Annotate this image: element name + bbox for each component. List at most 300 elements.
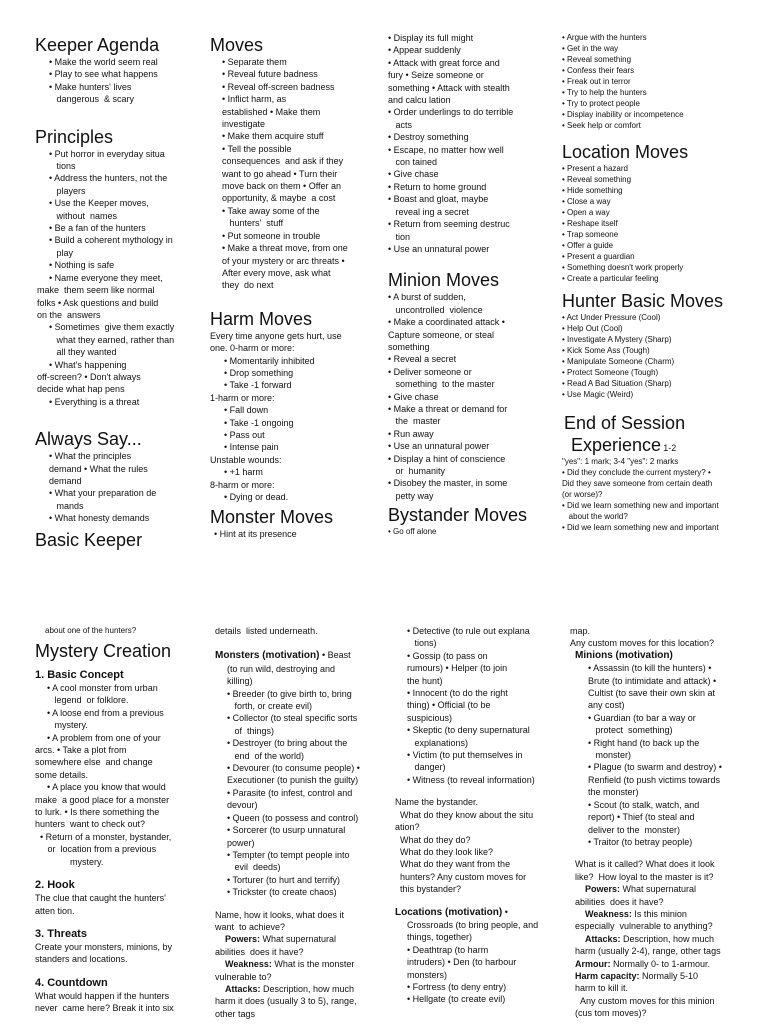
basic-keeper-heading: Basic Keeper [35, 529, 143, 550]
list-item: • Display inability or incompetence [562, 110, 684, 119]
list-item: • Kick Some Ass (Tough) [562, 346, 650, 355]
list-item: • Scout (to stalk, watch, and [588, 799, 700, 810]
list-item: • Display a hint of conscience [388, 453, 506, 464]
list-item: about the world? [562, 512, 628, 521]
list-item: opportunity, & maybe a cost [222, 193, 336, 204]
list-item: • Use an unnatural power [388, 243, 490, 254]
attacks-cont: harm it does (usually 3 to 5), range, [215, 996, 357, 1007]
list-item: • Name everyone they meet, [49, 272, 163, 283]
list-item: arcs. • Take a plot from [35, 745, 127, 756]
list-item: deliver to the monster) [588, 824, 681, 835]
list-item: • Create a particular feeling [562, 274, 659, 283]
weakness-row [575, 908, 762, 920]
list-item: • Guardian (to bar a way or [588, 712, 696, 723]
list-item: something [388, 341, 430, 352]
weakness-label: Weakness: [585, 908, 632, 919]
weakness-text: What is the monster [271, 959, 355, 970]
list-item: • Go off alone [388, 527, 437, 537]
list-item: • Pass out [224, 429, 265, 440]
list-item: to lurk. • Is there something the [35, 807, 160, 818]
list-item: • Order underlings to do terrible [388, 107, 514, 118]
list-item: • Read A Bad Situation (Sharp) [562, 379, 672, 388]
list-item: • A burst of sudden, [388, 292, 466, 303]
list-item: • Reveal a secret [388, 354, 457, 365]
list-item: • Hint at its presence [214, 529, 297, 540]
list-item: • Be a fan of the hunters [49, 223, 146, 234]
end-of-session-heading: End of Session [564, 413, 686, 433]
hunter-basic-moves-list [562, 312, 762, 400]
list-item: all they wanted [49, 347, 117, 358]
threats-heading: 3. Threats [35, 927, 87, 940]
list-item: • Destroy something [388, 132, 469, 143]
list-item: hunters' stuff [222, 218, 284, 229]
minion-moves-heading: Minion Moves [388, 270, 500, 291]
hook-heading: 2. Hook [35, 879, 75, 892]
list-item: • Deathtrap (to harm [407, 944, 489, 955]
list-item: • Intense pain [224, 442, 279, 453]
list-item: • Skeptic (to deny supernatural [407, 725, 530, 736]
tail-line: Any custom moves for this minion [575, 995, 715, 1006]
list-item: • Devourer (to consume people) • [227, 763, 360, 774]
list-item: of things) [227, 725, 275, 736]
list-item: • Something doesn't work properly [562, 263, 684, 272]
list-item: off-screen? • Don't always [37, 371, 141, 382]
list-item: • Present a guardian [562, 252, 635, 261]
list-item: established • Make them [222, 106, 321, 117]
harm-capacity-text: Normally 5-10 [639, 970, 699, 981]
experience-suffix: 1-2 [663, 443, 677, 453]
monsters-inline: • Beast [319, 650, 351, 661]
moves-heading: Moves [210, 35, 264, 55]
attacks-label: Attacks: [225, 983, 261, 994]
list-item: • Give chase [388, 391, 439, 402]
list-item: without names [49, 210, 118, 221]
powers-cont: abilities does it have? [215, 946, 304, 957]
minion-moves-list [388, 291, 553, 502]
countdown-heading: 4. Countdown [35, 976, 108, 989]
weakness-cont: especially vulnerable to anything? [575, 921, 713, 932]
weakness-cont: vulnerable to? [215, 971, 272, 982]
list-item: • Fortress (to deny entry) [407, 981, 507, 992]
list-item: something to the master [388, 379, 495, 390]
list-item: • Make a coordinated attack • [388, 317, 505, 328]
top-column-2 [210, 34, 375, 541]
list-item: • Open a way [562, 208, 610, 217]
list-item: • Reveal off-screen badness [222, 81, 335, 92]
list-item: suspicious) [407, 712, 453, 723]
harm-moves-list [210, 330, 375, 504]
list-item: Every time anyone gets hurt, use [210, 330, 342, 341]
list-item: fury • Seize someone or [388, 70, 484, 81]
question-line: hunters? Any custom moves for [395, 871, 527, 882]
list-item: • Innocent (to do the right [407, 688, 508, 699]
list-item: Did they save someone from certain death [562, 479, 713, 488]
basic-concept-heading: 1. Basic Concept [35, 669, 124, 681]
weakness-row [215, 958, 385, 970]
question-line: this bystander? [395, 884, 462, 895]
bystander-moves-list [388, 526, 553, 537]
always-say-list [35, 450, 200, 524]
list-item: hunters want to check out? [35, 819, 146, 830]
list-item: • Gossip (to pass on [407, 650, 488, 661]
list-item: • Separate them [222, 57, 287, 67]
list-item: rumours) • Helper (to join [407, 663, 508, 674]
list-item: • Use an unnatural power [388, 441, 490, 452]
list-item: explanations) [407, 737, 469, 748]
list-item: tions [49, 161, 76, 172]
list-item: • Return of a monster, bystander, [35, 831, 172, 842]
list-item: • Fall down [224, 405, 269, 416]
powers-label: Powers: [225, 934, 261, 945]
list-item: • Help Out (Cool) [562, 324, 623, 333]
always-say-heading: Always Say... [35, 429, 142, 450]
list-item: investigate [222, 119, 266, 130]
list-item: • A problem from one of your [47, 732, 161, 743]
lead-text: details listed underneath. [215, 626, 318, 636]
question-line: like? How loyal to the master is it? [575, 871, 714, 882]
list-item: tion [388, 231, 411, 242]
attacks-cont: harm (usually 2-4), range, other tags [575, 946, 721, 957]
list-item: petty way [388, 490, 434, 501]
monster-questions [215, 909, 385, 1021]
harm-moves-heading: Harm Moves [210, 308, 313, 329]
list-item: • Return from seeming destruc [388, 219, 510, 230]
list-item: protect something) [588, 725, 673, 736]
list-item: • Destroyer (to bring about the [227, 738, 348, 749]
list-item: • Parasite (to infest, control and [227, 787, 353, 798]
powers-text: What supernatural [260, 934, 337, 945]
bottom-column-2 [215, 625, 385, 1024]
list-item: players [49, 185, 86, 196]
list-item: or location from a previous [35, 844, 157, 855]
list-item: some details. [35, 769, 89, 780]
list-item: mystery. [35, 856, 104, 867]
list-item: report) • Thief (to steal and [588, 812, 695, 823]
list-item: tions) [407, 638, 437, 649]
list-item: • Run away [388, 428, 434, 439]
list-item: • Disobey the master, in some [388, 478, 508, 489]
powers-row [215, 933, 385, 945]
harm-capacity-row [575, 970, 762, 982]
monsters-label: Monsters (motivation) [215, 650, 320, 662]
list-item: • Did they conclude the current mystery? • [562, 468, 711, 477]
list-item: Unstable wounds: [210, 454, 282, 465]
hunter-basic-moves-heading: Hunter Basic Moves [562, 291, 724, 311]
list-item: • Did we learn something new and important [562, 501, 719, 510]
harm-capacity-cont: harm to kill it. [575, 983, 629, 994]
list-item: 1-harm or more: [210, 392, 275, 403]
list-item: • Make them acquire stuff [222, 131, 324, 142]
attacks-cont: other tags [215, 1008, 256, 1019]
locations-label: Locations (motivation) [395, 906, 503, 918]
list-item: • Attack with great force and [388, 57, 500, 68]
list-item: standers and locations. [35, 954, 128, 965]
list-item: • A place you know that would [47, 782, 166, 793]
list-item: • Did we learn something new and important [562, 523, 719, 532]
list-item: • Argue with the hunters [562, 33, 647, 42]
locations-inline: • [502, 906, 508, 917]
list-item: • Torturer (to hurt and terrify) [227, 874, 341, 885]
list-item: • Make the world seem real [49, 57, 158, 67]
list-item: uncontrolled violence [388, 304, 483, 315]
list-item: demand [49, 475, 82, 486]
list-item: intruders) • Den (to harbour [407, 957, 517, 968]
list-item: or humanity [388, 466, 446, 476]
top-column-1 [35, 34, 200, 551]
list-item: • Use Magic (Weird) [562, 390, 634, 399]
tail-line: (cus tom moves)? [575, 1008, 647, 1019]
list-item: • Play to see what happens [49, 69, 158, 80]
list-item: what they earned, rather than [49, 334, 175, 345]
list-item: What would happen if the hunters [35, 990, 170, 1001]
list-item: want to go ahead • Turn their [222, 168, 338, 179]
monster-moves-cont-list [388, 32, 553, 255]
list-item: any cost) [588, 700, 625, 711]
attacks-text: Description, how much [620, 933, 715, 944]
list-item: • Take away some of the [222, 205, 320, 216]
list-item: the master [388, 416, 441, 427]
list-item: things, together) [407, 932, 473, 943]
list-item: and calcu lation [388, 95, 451, 106]
attacks-row [575, 933, 762, 945]
powers-row [575, 883, 762, 895]
list-item: • Make a threat or demand for [388, 403, 508, 414]
list-item: • Escape, no matter how well [388, 144, 504, 155]
location-moves-list [562, 163, 762, 284]
question-line: Name the bystander. [395, 797, 479, 808]
experience-heading: Experience [571, 435, 662, 455]
minions-label: Minions (motivation) [575, 649, 673, 661]
list-item: • Hide something [562, 186, 623, 195]
list-item: • Deliver someone or [388, 366, 472, 377]
list-item: • Assassin (to kill the hunters) • [588, 663, 712, 674]
list-item: • Everything is a threat [49, 396, 140, 407]
list-item: • A cool monster from urban [47, 683, 158, 693]
location-types-list [395, 919, 565, 1006]
list-item: • Give chase [388, 169, 439, 180]
question-line: What is it called? What does it look [575, 859, 715, 870]
armour-text: Normally 0- to 1-armour. [610, 958, 711, 969]
list-item: • Get in the way [562, 44, 619, 53]
list-item: • Return to home ground [388, 181, 487, 192]
location-moves-heading: Location Moves [562, 142, 689, 162]
monster-types-list [215, 663, 385, 899]
list-item: • Drop something [224, 367, 294, 378]
list-item: • Inflict harm, as [222, 94, 287, 105]
list-item: killing) [227, 676, 253, 687]
lead-text: map. [570, 626, 591, 636]
monster-moves-list [210, 528, 375, 540]
powers-label: Powers: [585, 884, 621, 895]
list-item: • Protect Someone (Tough) [562, 368, 659, 377]
bottom-column-1 [35, 625, 205, 1024]
question-line: ation? [395, 822, 420, 833]
minion-questions [570, 858, 762, 1019]
list-item: something • Attack with stealth [388, 82, 510, 93]
moves-list [210, 56, 375, 292]
list-item: evil deeds) [227, 862, 281, 873]
list-item: demand • What the rules [49, 463, 148, 474]
list-item: of your mystery or arc threats • [222, 255, 345, 266]
question-line: What do they look like? [395, 846, 494, 857]
list-item: end of the world) [227, 750, 305, 761]
bystander-types-list [395, 625, 565, 786]
top-column-3 [388, 32, 553, 537]
question-line: What do they know about the situ [395, 809, 534, 820]
list-item: • Dying or dead. [224, 492, 289, 502]
list-item: Executioner (to punish the guilty) [227, 775, 359, 786]
list-item: • Tempter (to tempt people into [227, 849, 350, 860]
list-item: • Investigate A Mystery (Sharp) [562, 335, 672, 344]
list-item: • Use the Keeper moves, [49, 198, 149, 209]
list-item: (or worse)? [562, 490, 603, 499]
list-item: • Act Under Pressure (Cool) [562, 313, 661, 322]
list-item: • Reveal something [562, 55, 632, 64]
end-of-session-list [562, 456, 762, 533]
monster-moves-heading: Monster Moves [210, 507, 334, 528]
list-item: • Seek help or comfort [562, 121, 641, 130]
list-item: Cultist (to save their own skin at [588, 688, 716, 699]
list-item: • Appear suddenly [388, 45, 461, 56]
list-item: • Put horror in everyday situa [49, 148, 165, 159]
list-item: • Build a coherent mythology in [49, 235, 173, 246]
attacks-text: Description, how much [260, 983, 355, 994]
list-item: play [49, 247, 74, 258]
list-item: move back on them • Offer an [222, 181, 342, 192]
attacks-label: Attacks: [585, 933, 621, 944]
list-item: • Display its full might [388, 33, 474, 43]
list-item: dangerous & scary [49, 94, 135, 105]
principles-heading: Principles [35, 126, 114, 147]
armour-label: Armour: [575, 958, 611, 969]
list-item: • Collector (to steal specific sorts [227, 713, 358, 724]
list-item: mystery. [47, 720, 88, 731]
list-item: • Freak out in terror [562, 77, 631, 86]
keeper-agenda-list [35, 56, 200, 106]
list-item: • Present a hazard [562, 164, 628, 173]
weakness-label: Weakness: [225, 959, 272, 970]
list-item: the hunt) [407, 675, 443, 686]
list-item: • What's happening [49, 359, 127, 370]
list-item: • What your preparation de [49, 488, 157, 499]
list-item: Capture someone, or steal [388, 329, 495, 340]
list-item: power) [227, 837, 255, 848]
list-item: • Traitor (to betray people) [588, 836, 693, 847]
question-line: What do they do? [395, 834, 471, 845]
list-item: • Tell the possible [222, 143, 292, 154]
list-item: • Queen (to possess and control) [227, 812, 359, 823]
top-column-4 [562, 32, 762, 533]
bystander-questions [395, 796, 565, 895]
list-item: • Offer a guide [562, 241, 614, 250]
list-item: folks • Ask questions and build [37, 297, 159, 308]
list-item: mands [49, 500, 84, 511]
list-item: • A loose end from a previous [47, 707, 164, 718]
experience-heading-row [562, 434, 762, 456]
weakness-text: Is this minion [631, 908, 687, 919]
list-item: • Put someone in trouble [222, 230, 321, 241]
list-item: thing) • Official (to be [407, 700, 491, 711]
bystander-moves-cont-list [562, 32, 762, 131]
harm-capacity-label: Harm capacity: [575, 970, 640, 981]
list-item: • Manipulate Someone (Charm) [562, 357, 675, 366]
list-item: After every move, ask what [222, 267, 331, 278]
list-item: legend or folklore. [47, 695, 129, 706]
list-item: • Boast and gloat, maybe [388, 194, 489, 205]
list-item: • Reveal future badness [222, 69, 318, 80]
monsters-row [215, 649, 385, 662]
powers-text: What supernatural [620, 884, 697, 895]
list-item: make them seem like normal [37, 285, 155, 296]
mystery-creation-heading: Mystery Creation [35, 641, 172, 661]
list-item: • Reshape itself [562, 219, 618, 228]
list-item: • Take -1 ongoing [224, 417, 294, 428]
list-item: (to run wild, destroying and [227, 663, 336, 674]
list-item: • Nothing is safe [49, 260, 115, 271]
list-item: • Trap someone [562, 230, 619, 239]
list-item: • Right hand (to back up the [588, 737, 700, 748]
list-item: somewhere else and change [35, 757, 153, 768]
list-item: The clue that caught the hunters' [35, 893, 166, 904]
list-item: • Detective (to rule out explana [407, 626, 530, 636]
list-item: • Try to help the hunters [562, 88, 647, 97]
keeper-agenda-heading: Keeper Agenda [35, 35, 160, 55]
list-item: • Reveal something [562, 175, 632, 184]
list-item: • What the principles [49, 451, 132, 462]
bottom-column-3 [395, 625, 565, 1024]
list-item: danger) [407, 762, 446, 773]
list-item: • What honesty demands [49, 513, 150, 524]
minion-types-list [570, 662, 762, 848]
lead-text: Any custom moves for this location? [570, 638, 715, 649]
list-item: reveal ing a secret [388, 206, 470, 217]
list-item: • Make hunters' lives [49, 81, 132, 92]
list-item: Brute (to intimidate and attack) • [588, 675, 717, 686]
list-item: monster) [588, 750, 632, 761]
list-item: Crossroads (to bring people, and [407, 919, 539, 930]
list-item: • Breeder (to give birth to, bring [227, 688, 352, 699]
list-item: • Momentarily inhibited [224, 355, 315, 366]
powers-cont: abilities does it have? [575, 896, 664, 907]
question-line: want to achieve? [215, 921, 286, 932]
list-item: • Trickster (to create chaos) [227, 887, 337, 898]
list-item: • +1 harm [224, 467, 263, 478]
list-item: • Plague (to swarm and destroy) • [588, 762, 722, 773]
principles-list [35, 148, 200, 409]
list-item: "yes": 1 mark; 3-4 "yes": 2 marks [562, 457, 679, 466]
list-item: Create your monsters, minions, by [35, 941, 173, 952]
list-item: con tained [388, 157, 438, 168]
list-item: on the answers [37, 309, 101, 320]
list-item: atten tion. [35, 905, 75, 916]
list-item: one. 0-harm or more: [210, 343, 295, 354]
list-item: never came here? Break it into six [35, 1003, 174, 1014]
question-line: What do they want from the [395, 859, 511, 870]
list-item: • Sometimes give them exactly [49, 322, 175, 333]
bystander-moves-heading: Bystander Moves [388, 505, 528, 526]
list-item: • Try to protect people [562, 99, 640, 108]
list-item: • Address the hunters, not the [49, 173, 168, 184]
list-item: monsters) [407, 969, 448, 980]
list-item: • Make a threat move, from one [222, 243, 348, 254]
list-item: consequences and ask if they [222, 156, 344, 167]
list-item: 8-harm or more: [210, 479, 275, 490]
list-item: Renfield (to push victims towards [588, 774, 721, 785]
list-item: they do next [222, 280, 274, 291]
list-item: • Witness (to reveal information) [407, 774, 535, 785]
list-item: • Take -1 forward [224, 380, 292, 391]
list-item: the monster) [588, 787, 639, 798]
